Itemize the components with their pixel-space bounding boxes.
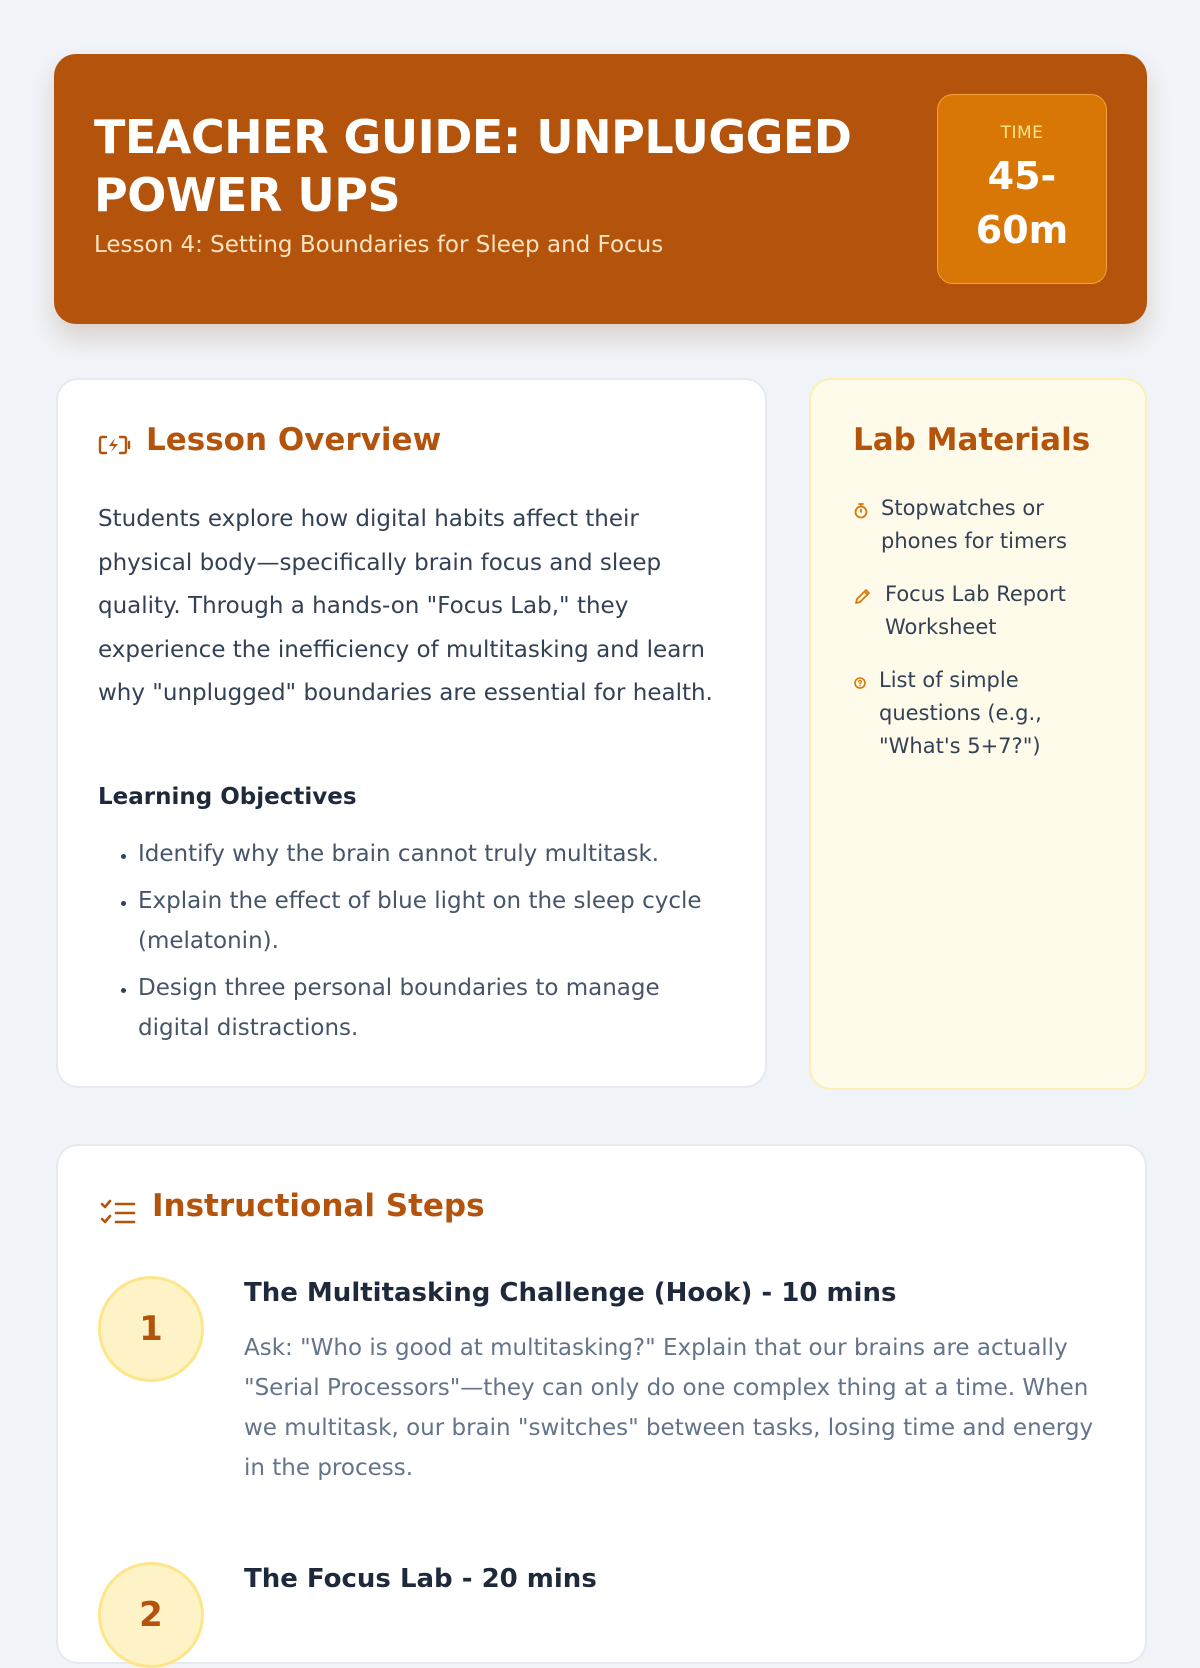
instructional-steps-card — [56, 1144, 1147, 1664]
material-text: List of simple questions (e.g., "What's 5+7?") — [879, 668, 1042, 758]
materials-title: Lab Materials — [853, 422, 1091, 458]
page-title: TEACHER GUIDE: UNPLUGGED POWER UPS — [94, 110, 852, 222]
objective-item: • Explain the effect of blue light on the sleep cycle (melatonin). — [138, 881, 738, 961]
question-icon — [853, 672, 867, 690]
stopwatch-icon — [853, 500, 869, 520]
time-label: TIME — [1000, 123, 1044, 143]
objective-item: • Identify why the brain cannot truly multitask. — [138, 834, 738, 874]
step-number: 2 — [98, 1562, 204, 1668]
time-badge — [937, 94, 1107, 284]
time-value-start: 45- — [987, 154, 1057, 198]
step-description: Ask: "Who is good at multitasking?" Explain that our brains are actually "Serial Processors"—they can only do one complex thing at a time. When we multitask, our brain "switches" between tasks, losing time and energy in the process. — [244, 1335, 1094, 1481]
overview-description: Students explore how digital habits affect their physical body—specifically brain focus and sleep quality. Through a hands-on "Focus Lab," they experience the inefficiency of multitasking and learn why "unplugged" boundaries are essential for health. — [98, 506, 713, 706]
steps-title: Instructional Steps — [152, 1188, 485, 1224]
step-number: 1 — [98, 1276, 204, 1382]
material-item — [853, 492, 1123, 558]
objectives-list — [98, 834, 738, 1055]
material-item — [853, 578, 1123, 644]
material-text: Stopwatches or phones for timers — [881, 496, 1067, 553]
time-value-end: 60m — [975, 208, 1069, 252]
lesson-subtitle: Lesson 4: Setting Boundaries for Sleep and Focus — [94, 232, 664, 258]
lab-materials-card — [809, 378, 1147, 1090]
material-text: Focus Lab Report Worksheet — [885, 582, 1066, 639]
objective-item: • Design three personal boundaries to manage digital distractions. — [138, 968, 738, 1048]
lesson-overview-card — [56, 378, 767, 1088]
step-title: The Multitasking Challenge (Hook) - 10 mins — [244, 1278, 897, 1308]
pencil-icon — [853, 586, 873, 606]
materials-list — [853, 492, 1123, 783]
step-title: The Focus Lab - 20 mins — [244, 1564, 597, 1594]
checklist-icon — [100, 1198, 136, 1228]
overview-title: Lesson Overview — [146, 422, 442, 458]
battery-charging-icon — [98, 434, 132, 456]
material-item — [853, 664, 1123, 763]
time-value — [938, 149, 1106, 257]
lesson-header — [54, 54, 1147, 324]
objectives-title: Learning Objectives — [98, 784, 357, 810]
